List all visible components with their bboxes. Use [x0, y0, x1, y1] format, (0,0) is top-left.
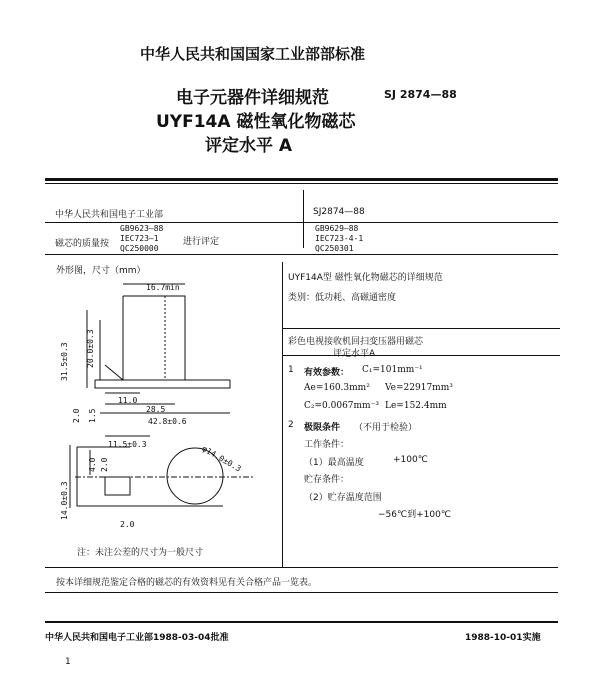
section-2-title: 极限条件 [304, 423, 341, 433]
std-left-2: IEC723—1 [120, 234, 159, 243]
approval-text: 中华人民共和国电子工业部1988-03-04批准 [45, 633, 229, 643]
assessment-level-title: 评定水平 A [205, 136, 293, 156]
section-1-number: 1 [288, 365, 294, 375]
dim-2-0-b: 2.0 [100, 457, 109, 472]
dim-20-0: 20.0±0.3 [86, 329, 95, 368]
max-temp-label: （1）最高温度 [304, 458, 364, 468]
table-bottom-rule [45, 254, 558, 255]
std-left-3: QC250000 [120, 244, 159, 253]
work-conditions: 工作条件： [304, 440, 350, 450]
bottom-rule-2 [45, 592, 558, 593]
std-right-2: IEC723-4-1 [315, 234, 364, 243]
section-2-note: （不用于检验） [354, 423, 418, 433]
std-right-3: QC250301 [315, 244, 354, 253]
storage-range-label: （2）贮存温度范围 [304, 493, 382, 503]
spec-line-1: UYF14A型 磁性氧化物磁芯的详细规范 [288, 273, 443, 283]
standard-code: SJ 2874—88 [384, 88, 457, 101]
code-cell: SJ2874—88 [313, 207, 365, 217]
top-rule [45, 178, 558, 181]
info-table [45, 190, 558, 253]
spec-line-3: 彩色电视接收机回扫变压器用磁芯 [288, 337, 424, 347]
right-panel-border [282, 262, 283, 567]
param-ve: Ve=22917mm³ [385, 383, 453, 393]
std-right-1: GB9629—88 [315, 224, 359, 233]
info-table-rowline [45, 222, 558, 223]
assess-text: 进行评定 [183, 237, 220, 247]
spec-line-4: 评定水平A [333, 349, 376, 359]
param-le: Le=152.4mm [385, 401, 447, 411]
std-left-1: GB9623—88 [120, 224, 164, 233]
dim-2-0-c: 2.0 [120, 520, 135, 529]
dim-2-0: 2.0 [72, 408, 81, 423]
quality-label: 磁芯的质量按 [55, 239, 110, 249]
dim-4-0: 4.0 [88, 457, 97, 472]
section-2-number: 2 [288, 420, 294, 430]
page-number: 1 [65, 657, 71, 667]
drawing-note: 注：未注公差的尺寸为一般尺寸 [77, 548, 204, 558]
storage-conditions: 贮存条件： [304, 475, 350, 485]
dim-28-5: 28.5 [146, 405, 166, 414]
ministry-standard-heading: 中华人民共和国国家工业部部标准 [140, 45, 366, 63]
spec-line-2: 类别：低功耗、高磁通密度 [288, 293, 397, 303]
dim-42-8: 42.8±0.6 [148, 417, 187, 426]
effective-date: 1988-10-01实施 [465, 633, 541, 643]
issuer: 中华人民共和国电子工业部 [55, 210, 164, 220]
dim-phi-14: φ14.0±0.3 [200, 444, 243, 474]
info-table-divider [303, 190, 304, 248]
right-panel-rule-1 [282, 328, 560, 329]
product-title: UYF14A 磁性氧化物磁芯 [156, 112, 356, 132]
dim-31-5: 31.5±0.3 [60, 342, 69, 381]
drawing-caption: 外形图，尺寸（mm） [56, 266, 146, 276]
footer-rule [45, 621, 558, 623]
right-panel-rule-2 [282, 355, 560, 356]
param-ae: Ae=160.3mm² [304, 383, 370, 393]
max-temp-value: +100℃ [393, 455, 428, 465]
param-c1: C₁=101mm⁻¹ [362, 365, 423, 375]
dim-14-0: 14.0±0.3 [60, 481, 69, 520]
dim-16-7: 16.7min [146, 283, 180, 292]
dim-11-0: 11.0 [118, 396, 138, 405]
bottom-note: 按本详细规范鉴定合格的磁芯的有效资料见有关合格产品一览表。 [56, 578, 318, 588]
param-c2: C₂=0.0067mm⁻³ [304, 401, 379, 411]
bottom-rule-1 [45, 567, 558, 568]
spec-title: 电子元器件详细规范 [176, 88, 329, 108]
storage-range-value: −56℃到+100℃ [378, 510, 451, 520]
dim-11-5: 11.5±0.3 [108, 440, 147, 449]
top-rule-thin [45, 183, 558, 184]
section-1-title: 有效参数： [304, 368, 350, 378]
dim-1-5: 1.5 [88, 408, 97, 423]
